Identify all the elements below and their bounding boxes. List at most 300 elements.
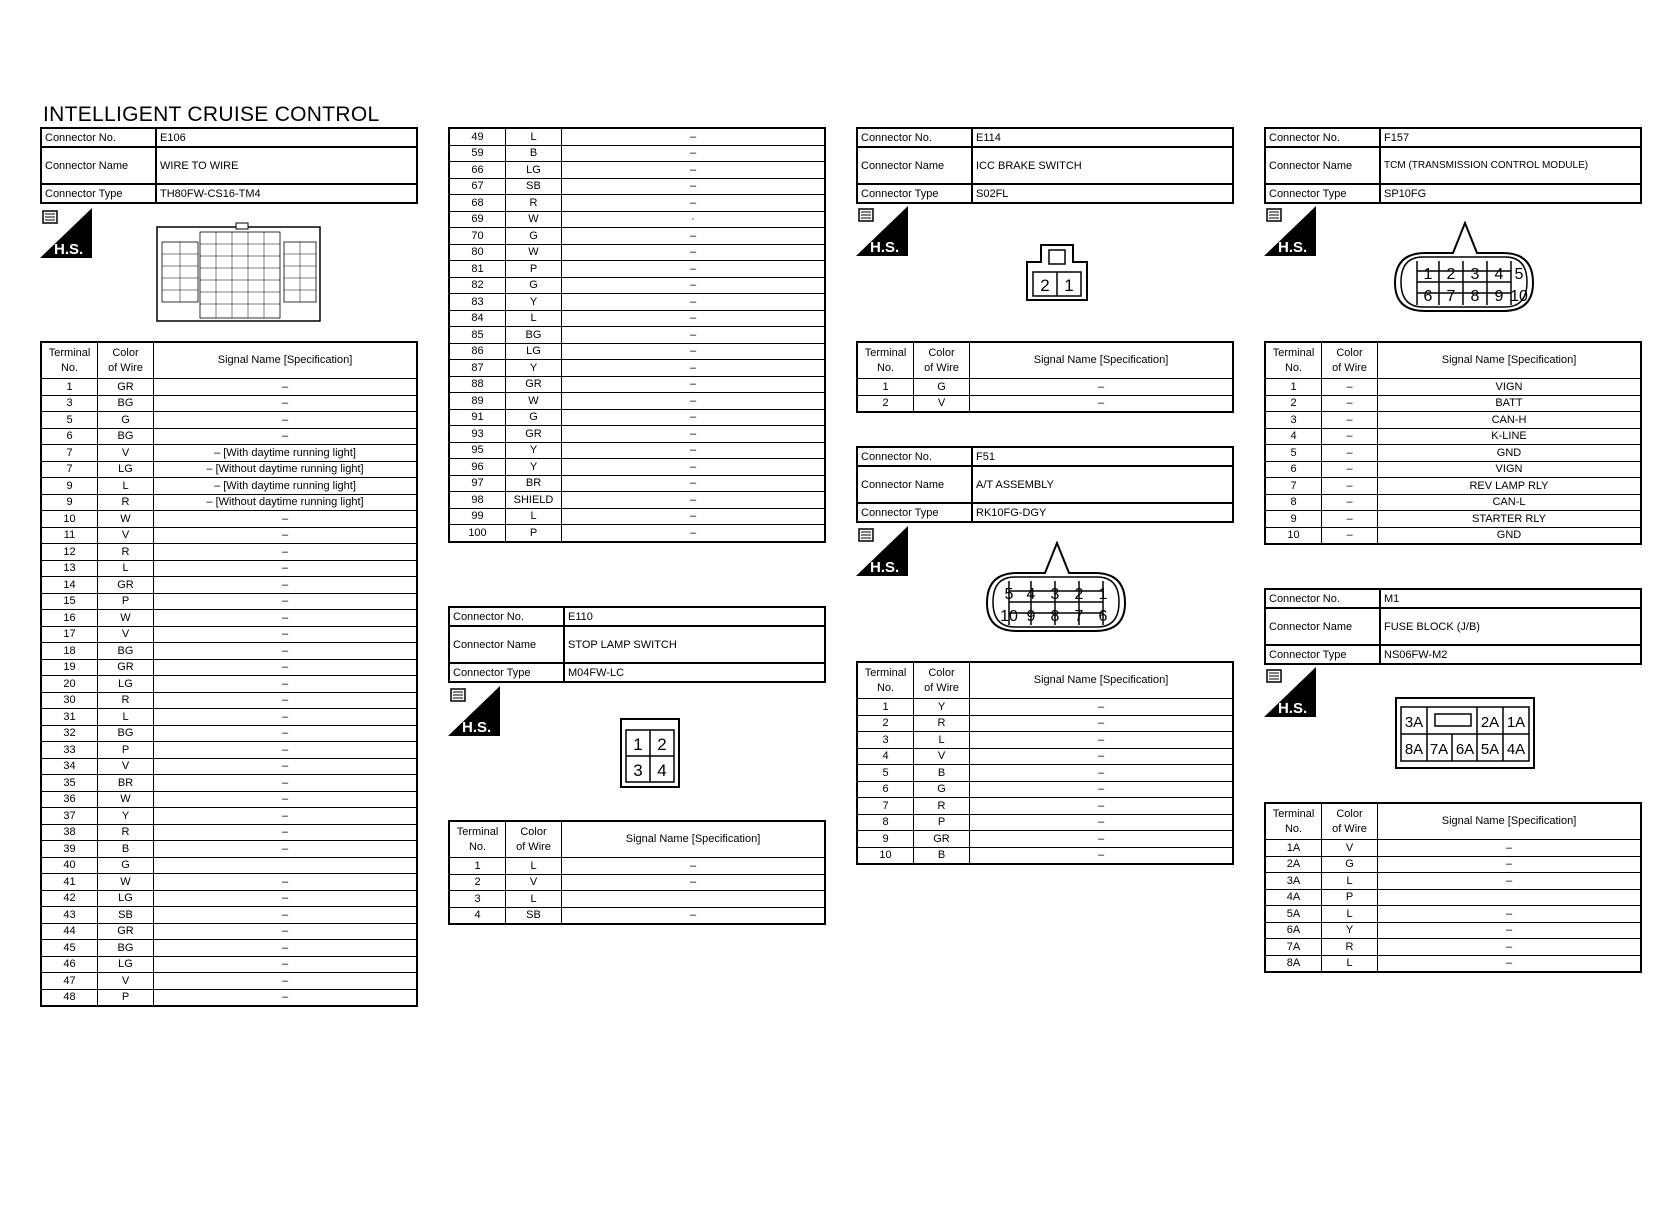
pin-label: 1A [1506, 714, 1526, 731]
terminal-row [449, 874, 825, 891]
terminal-no: 5 [1265, 445, 1322, 462]
wire-color: GR [98, 577, 154, 594]
wire-color: P [1322, 889, 1378, 906]
wire-color: P [506, 261, 562, 278]
terminal-no: 5 [41, 412, 98, 429]
pin-label: 8 [1050, 608, 1060, 625]
terminal-no: 98 [449, 492, 506, 509]
terminal-row [41, 824, 417, 841]
terminal-row [41, 742, 417, 759]
terminal-row [449, 459, 825, 476]
terminal-row [449, 211, 825, 228]
pin-label: 1 [1098, 586, 1108, 603]
connector-e110 [448, 606, 826, 683]
connector-name: WIRE TO WIRE [156, 147, 417, 184]
signal-name: – [154, 808, 418, 825]
th-color-of-wire: Color of Wire [1322, 803, 1378, 840]
connector-m1 [1264, 588, 1642, 665]
terminal-no: 6 [1265, 461, 1322, 478]
terminal-no: 4A [1265, 889, 1322, 906]
connector-no: F157 [1380, 128, 1641, 147]
wire-color: – [1322, 379, 1378, 396]
label-connector-name: Connector Name [1265, 147, 1380, 184]
terminal-row [41, 544, 417, 561]
terminal-row [449, 162, 825, 179]
signal-name: – [154, 709, 418, 726]
terminal-row [449, 376, 825, 393]
hs-label: H.S. [1278, 239, 1308, 256]
wire-color: W [98, 511, 154, 528]
pin-label: 10 [1510, 288, 1528, 305]
wire-color: LG [506, 162, 562, 179]
harness-side-icon [40, 208, 90, 258]
terminal-no: 8A [1265, 955, 1322, 972]
terminal-row [857, 748, 1233, 765]
terminal-row [449, 442, 825, 459]
wire-color: Y [506, 459, 562, 476]
connector-no: E106 [156, 128, 417, 147]
label-connector-type: Connector Type [449, 663, 564, 682]
terminal-no: 16 [41, 610, 98, 627]
terminal-row [41, 923, 417, 940]
terminal-no: 20 [41, 676, 98, 693]
label-connector-no: Connector No. [1265, 589, 1380, 608]
signal-name: – [154, 907, 418, 924]
label-connector-no: Connector No. [857, 128, 972, 147]
connector-header [1264, 127, 1642, 204]
th-color-of-wire: Color of Wire [506, 821, 562, 858]
wire-color: LG [98, 890, 154, 907]
signal-name: – [562, 195, 826, 212]
terminal-row [41, 494, 417, 511]
terminal-row [449, 310, 825, 327]
terminal-row [857, 765, 1233, 782]
th-signal-name: Signal Name [Specification] [1378, 342, 1642, 379]
th-terminal-no: Terminal No. [449, 821, 506, 858]
terminal-no: 12 [41, 544, 98, 561]
terminal-no: 49 [449, 128, 506, 145]
terminal-row [449, 907, 825, 924]
wire-color: R [1322, 939, 1378, 956]
wire-color: – [1322, 461, 1378, 478]
signal-name: – [562, 360, 826, 377]
terminal-no: 40 [41, 857, 98, 874]
terminal-row [1265, 922, 1641, 939]
signal-name: GND [1378, 445, 1642, 462]
wire-color: L [98, 478, 154, 495]
terminal-row [857, 732, 1233, 749]
signal-name: – [970, 798, 1234, 815]
terminal-row [41, 791, 417, 808]
pin-label: 5A [1480, 741, 1500, 758]
e114-terminal-table [856, 341, 1234, 413]
terminal-no: 15 [41, 593, 98, 610]
pin-label: 4 [657, 761, 667, 780]
wire-color: BG [98, 725, 154, 742]
signal-name: – [1378, 906, 1642, 923]
harness-side-icon [856, 206, 906, 256]
terminal-row [41, 874, 417, 891]
terminal-no: 10 [41, 511, 98, 528]
terminal-no: 67 [449, 178, 506, 195]
signal-name: – [562, 228, 826, 245]
pin-label: 10 [1000, 608, 1018, 625]
terminal-row [1265, 511, 1641, 528]
signal-name: – [562, 162, 826, 179]
terminal-no: 1 [857, 379, 914, 396]
terminal-no: 3 [1265, 412, 1322, 429]
terminal-no: 68 [449, 195, 506, 212]
wire-color: B [506, 145, 562, 162]
connector-header [1264, 588, 1642, 665]
terminal-row [1265, 955, 1641, 972]
signal-name: – [Without daytime running light] [154, 461, 418, 478]
terminal-row [41, 626, 417, 643]
harness-side-icon [856, 526, 906, 576]
terminal-no: 2A [1265, 856, 1322, 873]
signal-name: – [970, 847, 1234, 864]
connector-f51-face-diagram [985, 541, 1127, 638]
connector-f157 [1264, 127, 1642, 204]
terminal-no: 9 [41, 478, 98, 495]
connector-name: STOP LAMP SWITCH [564, 626, 825, 663]
wire-color: – [1322, 445, 1378, 462]
wire-color: P [98, 989, 154, 1006]
terminal-no: 10 [857, 847, 914, 864]
terminal-no: 100 [449, 525, 506, 542]
terminal-no: 88 [449, 376, 506, 393]
signal-name: – [Without daytime running light] [154, 494, 418, 511]
pin-label: 7A [1429, 741, 1449, 758]
terminal-no: 9 [41, 494, 98, 511]
wire-color: – [1322, 494, 1378, 511]
terminal-no: 84 [449, 310, 506, 327]
signal-name: – [154, 725, 418, 742]
f157-terminal-table [1264, 341, 1642, 545]
signal-name: – [154, 659, 418, 676]
signal-name: – [562, 907, 826, 924]
th-color-of-wire: Color of Wire [914, 342, 970, 379]
signal-name: – [562, 178, 826, 195]
wire-color: R [98, 544, 154, 561]
wire-color: BG [98, 395, 154, 412]
pin-label: 6 [1098, 608, 1108, 625]
wire-color: GR [506, 376, 562, 393]
signal-name: – [With daytime running light] [154, 478, 418, 495]
signal-name: – [562, 475, 826, 492]
signal-name: – [562, 459, 826, 476]
terminal-row [449, 261, 825, 278]
wire-color: BG [98, 643, 154, 660]
connector-header [40, 127, 418, 204]
wire-color: L [98, 560, 154, 577]
signal-name: – [970, 781, 1234, 798]
signal-name: – [1378, 873, 1642, 890]
wire-color: V [914, 748, 970, 765]
signal-name: – [154, 428, 418, 445]
terminal-no: 1A [1265, 840, 1322, 857]
terminal-no: 32 [41, 725, 98, 742]
signal-name: – [154, 791, 418, 808]
wire-color: G [98, 857, 154, 874]
wire-color: V [506, 874, 562, 891]
connector-name: A/T ASSEMBLY [972, 466, 1233, 503]
terminal-row [857, 814, 1233, 831]
terminal-row [449, 492, 825, 509]
terminal-row [449, 409, 825, 426]
terminal-row [1265, 428, 1641, 445]
wire-color: W [98, 610, 154, 627]
connector-no: M1 [1380, 589, 1641, 608]
connector-type: RK10FG-DGY [972, 503, 1233, 522]
wire-color: – [1322, 478, 1378, 495]
wire-color: R [98, 824, 154, 841]
signal-name: – [970, 699, 1234, 716]
connector-name: TCM (TRANSMISSION CONTROL MODULE) [1380, 147, 1641, 184]
terminal-row [857, 831, 1233, 848]
terminal-no: 95 [449, 442, 506, 459]
terminal-row [1265, 445, 1641, 462]
terminal-row [449, 327, 825, 344]
terminal-no: 3 [449, 891, 506, 908]
wire-color: G [506, 228, 562, 245]
terminal-row [1265, 461, 1641, 478]
signal-name: – [970, 748, 1234, 765]
label-connector-name: Connector Name [857, 147, 972, 184]
label-connector-name: Connector Name [857, 466, 972, 503]
terminal-no: 5A [1265, 906, 1322, 923]
hs-label: H.S. [1278, 700, 1308, 717]
signal-name: – [154, 742, 418, 759]
terminal-no: 2 [857, 715, 914, 732]
connector-f51 [856, 446, 1234, 523]
terminal-row [1265, 856, 1641, 873]
terminal-no: 99 [449, 508, 506, 525]
pin-label: 8A [1404, 741, 1424, 758]
terminal-no: 41 [41, 874, 98, 891]
terminal-no: 10 [1265, 527, 1322, 544]
terminal-row [449, 858, 825, 875]
signal-name: – [970, 715, 1234, 732]
pin-label: 3 [633, 761, 643, 780]
terminal-row [41, 890, 417, 907]
harness-side-icon [448, 686, 498, 736]
wire-color: P [98, 742, 154, 759]
terminal-row [449, 277, 825, 294]
terminal-row [41, 907, 417, 924]
signal-name: STARTER RLY [1378, 511, 1642, 528]
terminal-row [449, 426, 825, 443]
wire-color: L [1322, 873, 1378, 890]
connector-e114-face-diagram [1025, 244, 1089, 307]
terminal-no: 4 [857, 748, 914, 765]
wire-color: G [1322, 856, 1378, 873]
signal-name: K-LINE [1378, 428, 1642, 445]
terminal-row [41, 428, 417, 445]
terminal-no: 66 [449, 162, 506, 179]
terminal-no: 43 [41, 907, 98, 924]
th-color-of-wire: Color of Wire [98, 342, 154, 379]
connector-name: FUSE BLOCK (J/B) [1380, 608, 1641, 645]
terminal-no: 91 [449, 409, 506, 426]
th-color-of-wire: Color of Wire [1322, 342, 1378, 379]
wire-color: GR [98, 379, 154, 396]
signal-name: – [1378, 856, 1642, 873]
wire-color: G [506, 409, 562, 426]
signal-name: – [562, 858, 826, 875]
pin-label: 2 [1074, 586, 1084, 603]
signal-name: – [562, 145, 826, 162]
signal-name: – [154, 824, 418, 841]
terminal-no: 11 [41, 527, 98, 544]
terminal-no: 30 [41, 692, 98, 709]
wire-color: Y [914, 699, 970, 716]
terminal-no: 97 [449, 475, 506, 492]
hs-label: H.S. [54, 241, 84, 258]
wire-color: SB [98, 907, 154, 924]
signal-name: – [154, 841, 418, 858]
label-connector-type: Connector Type [1265, 184, 1380, 203]
signal-name: – [970, 765, 1234, 782]
terminal-no: 34 [41, 758, 98, 775]
wire-color: R [914, 715, 970, 732]
label-connector-no: Connector No. [41, 128, 156, 147]
terminal-row [1265, 873, 1641, 890]
label-connector-name: Connector Name [449, 626, 564, 663]
connector-header [448, 606, 826, 683]
terminal-no: 19 [41, 659, 98, 676]
signal-name: – [154, 395, 418, 412]
wire-color: V [98, 527, 154, 544]
terminal-no: 89 [449, 393, 506, 410]
wire-color: BG [98, 428, 154, 445]
signal-name: REV LAMP RLY [1378, 478, 1642, 495]
signal-name: – [154, 874, 418, 891]
terminal-row [449, 178, 825, 195]
wire-color: Y [506, 294, 562, 311]
wire-color: BR [98, 775, 154, 792]
signal-name: – [154, 626, 418, 643]
wire-color: – [1322, 511, 1378, 528]
terminal-no: 45 [41, 940, 98, 957]
connector-header [856, 446, 1234, 523]
wire-color: – [1322, 395, 1378, 412]
terminal-row [1265, 478, 1641, 495]
terminal-no: 7 [41, 445, 98, 462]
wire-color: BG [98, 940, 154, 957]
signal-name: GND [1378, 527, 1642, 544]
e110-terminal-table [448, 820, 826, 925]
label-connector-type: Connector Type [1265, 645, 1380, 664]
wire-color: Y [98, 808, 154, 825]
terminal-row [41, 956, 417, 973]
signal-name: – [562, 376, 826, 393]
terminal-no: 46 [41, 956, 98, 973]
terminal-row [857, 395, 1233, 412]
wire-color: Y [1322, 922, 1378, 939]
th-signal-name: Signal Name [Specification] [970, 342, 1234, 379]
pin-label: 6 [1423, 288, 1433, 305]
terminal-no: 8 [857, 814, 914, 831]
wire-color: GR [506, 426, 562, 443]
terminal-row [1265, 939, 1641, 956]
terminal-no: 18 [41, 643, 98, 660]
terminal-row [41, 973, 417, 990]
wire-color: L [98, 709, 154, 726]
terminal-row [41, 643, 417, 660]
connector-e110-face-diagram [620, 718, 680, 793]
terminal-row [41, 593, 417, 610]
connector-type: TH80FW-CS16-TM4 [156, 184, 417, 203]
pin-label: 8 [1470, 288, 1480, 305]
terminal-no: 31 [41, 709, 98, 726]
wire-color: BR [506, 475, 562, 492]
connector-type: NS06FW-M2 [1380, 645, 1641, 664]
wire-color: – [1322, 527, 1378, 544]
harness-side-icon [1264, 206, 1314, 256]
terminal-no: 2 [1265, 395, 1322, 412]
wire-color: G [98, 412, 154, 429]
terminal-no: 2 [449, 874, 506, 891]
terminal-no: 87 [449, 360, 506, 377]
terminal-row [449, 393, 825, 410]
signal-name: – [562, 874, 826, 891]
pin-label: 1 [1064, 276, 1074, 295]
terminal-row [449, 145, 825, 162]
connector-no: E110 [564, 607, 825, 626]
terminal-row [449, 508, 825, 525]
signal-name: – [970, 732, 1234, 749]
wire-color: SB [506, 178, 562, 195]
th-terminal-no: Terminal No. [857, 342, 914, 379]
connector-no: F51 [972, 447, 1233, 466]
terminal-row [41, 395, 417, 412]
pin-label: 2A [1480, 714, 1500, 731]
terminal-no: 83 [449, 294, 506, 311]
pin-label: 3 [1470, 266, 1480, 283]
wire-color: W [506, 393, 562, 410]
label-connector-no: Connector No. [449, 607, 564, 626]
wire-color: L [1322, 906, 1378, 923]
th-terminal-no: Terminal No. [1265, 803, 1322, 840]
terminal-no: 33 [41, 742, 98, 759]
terminal-row [449, 128, 825, 145]
wire-color: LG [98, 461, 154, 478]
signal-name: VIGN [1378, 461, 1642, 478]
wire-color: G [914, 379, 970, 396]
terminal-no: 39 [41, 841, 98, 858]
wire-color: V [1322, 840, 1378, 857]
signal-name: – [154, 527, 418, 544]
pin-label: 1 [633, 735, 643, 754]
wire-color: V [98, 445, 154, 462]
pin-label: 2 [1446, 266, 1456, 283]
pin-label: 4 [1026, 586, 1036, 603]
terminal-row [1265, 840, 1641, 857]
connector-m1-face-diagram [1395, 697, 1535, 774]
wire-color: L [506, 508, 562, 525]
signal-name: – [562, 442, 826, 459]
terminal-no: 8 [1265, 494, 1322, 511]
terminal-row [41, 676, 417, 693]
signal-name: – [154, 412, 418, 429]
wire-color: W [98, 791, 154, 808]
wire-color: LG [98, 676, 154, 693]
wire-color: BG [506, 327, 562, 344]
signal-name [1378, 889, 1642, 906]
signal-name: – [154, 676, 418, 693]
terminal-row [41, 478, 417, 495]
